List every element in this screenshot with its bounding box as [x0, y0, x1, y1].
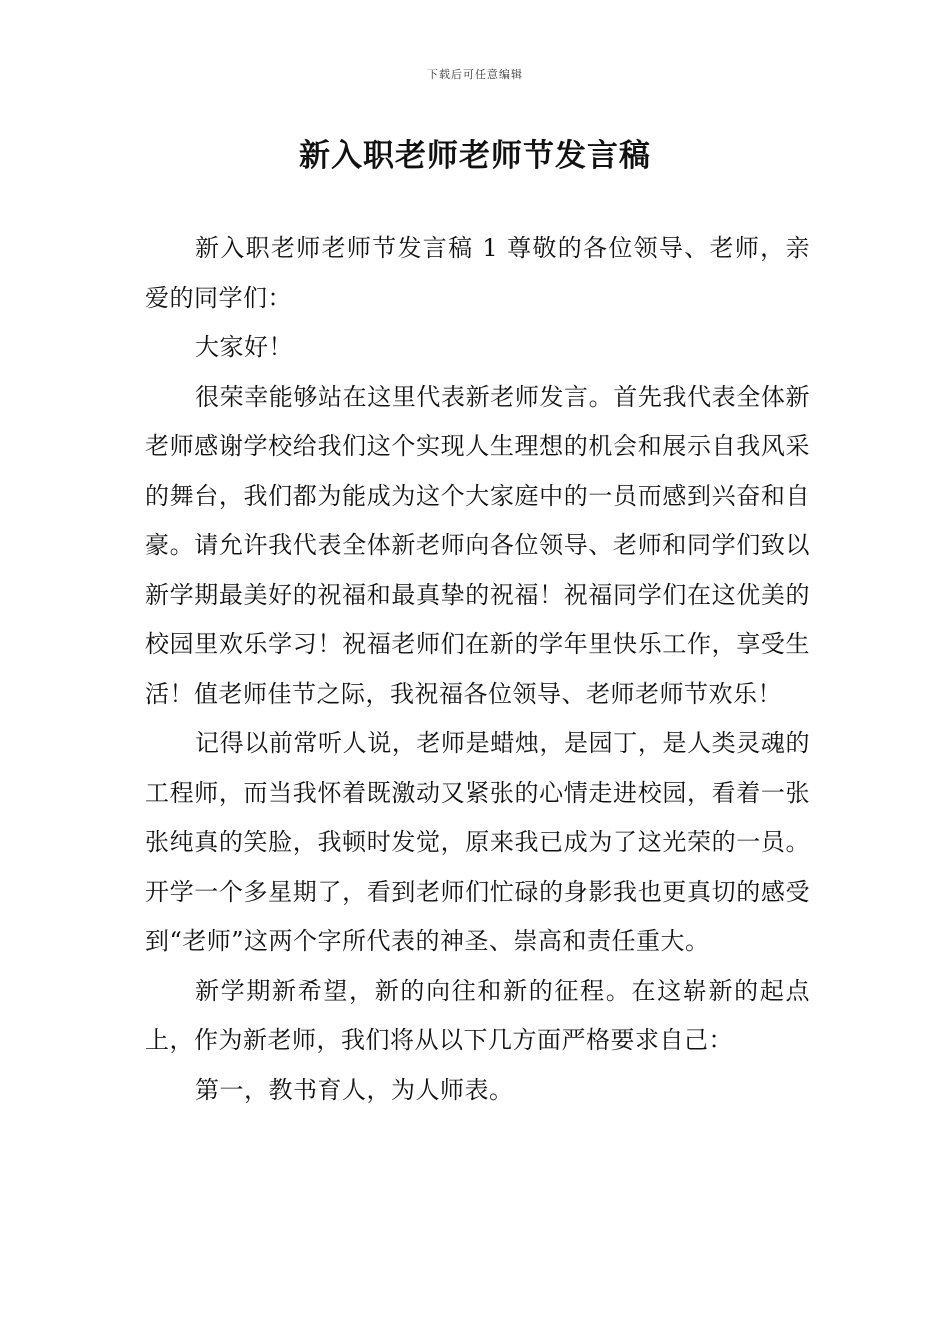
paragraph-new-term: 新学期新希望，新的向往和新的征程。在这崭新的起点上，作为新老师，我们将从以下几方面严格要求自己： [145, 976, 810, 1054]
document-body [145, 224, 810, 1115]
paragraph-greeting: 新入职老师老师节发言稿 1 尊敬的各位领导、老师，亲爱的同学们： [145, 234, 810, 312]
paragraph-honor: 很荣幸能够站在这里代表新老师发言。首先我代表全体新老师感谢学校给我们这个实现人生理想的机会和展示自我风采的舞台，我们都为能成为这个大家庭中的一员而感到兴奋和自豪。请允许我代表全体新老师向各位领导、老师和同学们致以新学期最美好的祝福和最真挚的祝福！祝福同学们在这优美的校园里欢乐学习！祝福老师们在新的学年里快乐工作，享受生活！值老师佳节之际，我祝福各位领导、老师老师节欢乐！ [145, 382, 810, 708]
paragraph-first-point: 第一，教书育人，为人师表。 [195, 1075, 514, 1104]
paragraph-memory: 记得以前常听人说，老师是蜡烛，是园丁，是人类灵魂的工程师，而当我怀着既激动又紧张的心情走进校园，看着一张张纯真的笑脸，我顿时发觉，原来我已成为了这光荣的一员。开学一个多星期了，看到老师们忙碌的身影我也更真切的感受到“老师”这两个字所代表的神圣、崇高和责任重大。 [145, 729, 810, 955]
paragraph-hello: 大家好！ [195, 333, 293, 361]
document-title: 新入职老师老师节发言稿 [299, 138, 651, 174]
header-note: 下载后可任意编辑 [427, 68, 523, 81]
